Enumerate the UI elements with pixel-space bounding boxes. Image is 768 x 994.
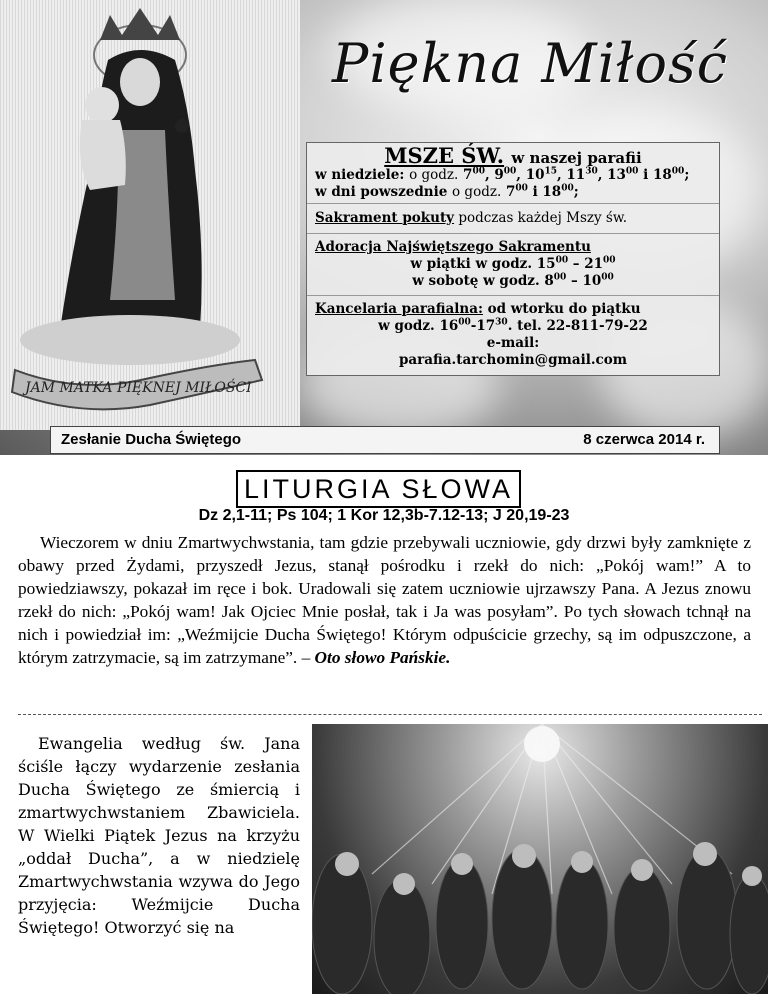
office-hours: $16^{00}-17^{30}$ (439, 317, 508, 334)
feast-date: 8 czerwca 2014 r. (583, 431, 705, 448)
readings: Dz 2,1-11; Ps 104; 1 Kor 12,3b-7.12-13; J 20,19-23 (198, 507, 570, 524)
sunday-label: w niedziele: (315, 167, 405, 183)
adoration-title: Adoracja Najświętszego Sakramentu (315, 239, 591, 255)
email-label: e-mail: (486, 335, 540, 351)
date-bar (50, 426, 720, 454)
weekday-times: $7^{00}$ i $18^{00}$; (505, 183, 579, 200)
confession-section (307, 204, 719, 234)
email-address[interactable]: parafia.tarchomin@gmail.com (398, 352, 628, 368)
office-phone: . tel. 22-811-79-22 (507, 318, 648, 334)
confession-label: Sakrament pokuty (315, 210, 455, 226)
confession-text: podczas każdej Mszy św. (458, 210, 628, 226)
gospel-ending: Oto słowo Pańskie. (314, 648, 451, 667)
feast-name: Zesłanie Ducha Świętego (61, 431, 242, 448)
liturgy-title: LITURGIA SŁOWA (236, 470, 521, 508)
gospel-body: Wieczorem w dniu Zmartwychwstania, tam gdzie przebywali uczniowie, gdy drzwi były zamknięte z obawy przed Żydami, przyszedł Jezus, stanął pośrodku i rzekł do nich: „Pokój wam!” A to powiedziawszy, pokazał im ręce i bok. Uradowali się zatem uczniowie ujrzawszy Pana. A Jezus znowu rzekł do nich: „Pokój wam! Jak Ojciec Mnie posłał, tak i Ja was posyłam”. Po tych słowach tchnął na nich i powiedział im: „Weźmijcie Ducha Świętego! Którym odpuścicie grzechy, są im odpuszczone, a którym zatrzymacie, są im zatrzymane”. – (18, 533, 751, 667)
weekday-label: w dni powszednie (315, 184, 448, 200)
office-days: od wtorku do piątku (487, 301, 641, 317)
adoration-section (307, 234, 719, 296)
office-title: Kancelaria parafialna: (315, 301, 483, 317)
masses-title: MSZE ŚW. (384, 143, 505, 168)
pentecost-painting (312, 724, 768, 994)
sunday-times-prefix: o godz. (409, 167, 459, 183)
parish-info-box (306, 142, 720, 376)
masses-title-suffix: w naszej parafii (511, 149, 642, 167)
madonna-image (0, 0, 300, 430)
gospel-text (18, 531, 751, 669)
page-title: Piękna Miłość (332, 32, 728, 95)
adoration-saturday-prefix: w sobotę w godz. (412, 273, 540, 289)
commentary-text: Ewangelia według św. Jana ściśle łączy wydarzenie zesłania Ducha Świętego ze śmiercią i zmartwychwstaniem Zbawiciela. W Wielki Piątek Jezus na krzyżu „oddał Ducha”, a w niedzielę Zmartwychwstania wzywa do Jego przyjęcia: Weźmijcie Ducha Świętego! Otworzyć się na (18, 734, 300, 937)
sunday-times: $7^{00}$, $9^{00}$, $10^{15}$, $11^{30}$, $13^{00}$ i $18^{00}$; (463, 166, 690, 183)
office-hours-prefix: w godz. (378, 318, 435, 334)
office-section (307, 296, 719, 375)
adoration-friday-hours: $15^{00} - 21^{00}$ (536, 255, 616, 272)
masses-section (307, 143, 719, 204)
adoration-saturday-hours: $8^{00} - 10^{00}$ (544, 272, 614, 289)
weekday-times-prefix: o godz. (452, 184, 502, 200)
banner-text: JAM MATKA PIĘKNEJ MIŁOŚCI (25, 380, 252, 396)
header (0, 0, 768, 455)
divider (18, 714, 762, 715)
adoration-friday-prefix: w piątki w godz. (410, 256, 533, 272)
